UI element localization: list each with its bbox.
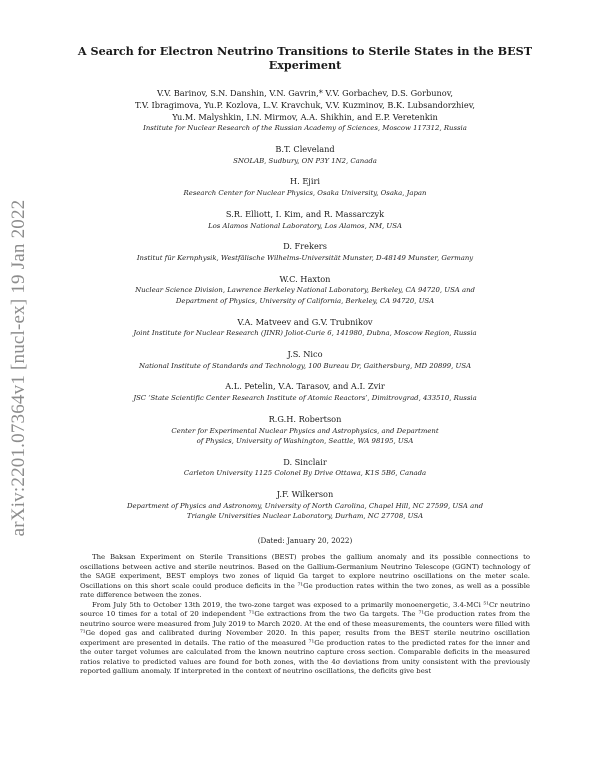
author-group <box>60 349 550 371</box>
affiliation: Institute for Nuclear Research of the Russian Academy of Sciences, Moscow 117312, Russia <box>143 124 467 133</box>
abstract-paragraph: From July 5th to October 13th 2019, the two-zone target was exposed to a primarily monoenergetic, 3.4-MCi ⁵¹Cr neutrino source 10 times for a total of 20 independent ⁷¹Ge extractions from the two Ga targets. The ⁷¹Ge production rates from the neutrino source were measured from July 2019 to March 2020. At the end of these measurements, the counters were filled with ⁷¹Ge doped gas and calibrated during November 2020. In this paper, results from the BEST sterile neutrino oscillation experiment are presented in details. The ratio of the measured ⁷¹Ge production rates to the predicted rates for the inner and the outer target volumes are calculated from the known neutrino capture cross section. Comparable deficits in the measured ratios relative to predicted values are found for both zones, with the 4σ deviations from unity consistent with the previously reported gallium anomaly. If interpreted in the context of neutrino oscillations, the deficits give best <box>80 600 530 676</box>
group-spacer <box>60 339 550 349</box>
abstract-paragraph: The Baksan Experiment on Sterile Transitions (BEST) probes the gallium anomaly and its possible connections to oscillations between active and sterile neutrinos. Based on the Gallium-Germanium Neutrino Telescope (GGNT) technology of the SAGE experiment, BEST employs two zones of liquid Ga target to explore neutrino oscillations on the meter scale. Oscillations on this short scale could produce deficits in the ⁷¹Ge production rates within the two zones, as well as a possible rate difference between the zones. <box>80 553 530 600</box>
author-group <box>60 457 550 479</box>
author-names: D. Frekers <box>283 241 327 252</box>
author-names: V.V. Barinov, S.N. Danshin, V.N. Gavrin,* V.V. Gorbachev, D.S. Gorbunov, <box>157 88 453 98</box>
author-names: W.C. Haxton <box>279 273 331 284</box>
author-names: H. Ejiri <box>289 176 320 187</box>
affiliation: Triangle Universities Nuclear Laboratory, Durham, NC 27708, USA <box>186 512 424 521</box>
author-names: D. Sinclair <box>283 456 327 467</box>
author-group <box>60 414 550 447</box>
author-names: J.F. Wilkerson <box>276 489 334 500</box>
author-names: R.G.H. Robertson <box>268 413 342 424</box>
author-names: Yu.M. Malyshkin, I.N. Mirmov, A.A. Shikhin, and E.P. Veretenkin <box>172 111 438 122</box>
arxiv-watermark <box>6 168 32 568</box>
group-spacer <box>60 166 550 176</box>
author-group <box>60 209 550 231</box>
group-spacer <box>60 264 550 274</box>
author-group <box>60 274 550 307</box>
author-group <box>60 381 550 403</box>
affiliation: of Physics, University of Washington, Seattle, WA 98195, USA <box>196 437 414 446</box>
group-spacer <box>60 447 550 457</box>
group-spacer <box>60 199 550 209</box>
author-names: T.V. Ibragimova, Yu.P. Kozlova, L.V. Kravchuk, V.V. Kuzminov, B.K. Lubsandorzhiev, <box>134 99 476 110</box>
author-names: A.L. Petelin, V.A. Tarasov, and A.I. Zvir <box>225 381 385 392</box>
affiliation: National Institute of Standards and Technology, 100 Bureau Dr, Gaithersburg, MD 20899, USA <box>138 361 472 370</box>
affiliation: Joint Institute for Nuclear Research (JINR) Joliot-Curie 6, 141980, Dubna, Moscow Region, Russia <box>133 329 477 338</box>
affiliation: Department of Physics, University of California, Berkeley, CA 94720, USA <box>175 296 435 305</box>
date-line: (Dated: January 20, 2022) <box>257 536 353 546</box>
author-names: B.T. Cleveland <box>275 143 335 154</box>
affiliation: Research Center for Nuclear Physics, Osaka University, Osaka, Japan <box>183 189 427 198</box>
arxiv-id-text: arXiv:2201.07364v1 [nucl-ex] 19 Jan 2022 <box>8 199 29 537</box>
author-group <box>60 144 550 166</box>
affiliation: SNOLAB, Sudbury, ON P3Y 1N2, Canada <box>233 156 377 165</box>
author-names: S.R. Elliott, I. Kim, and R. Massarczyk <box>225 208 385 219</box>
group-spacer <box>60 307 550 317</box>
author-list <box>60 88 550 522</box>
author-names: V.A. Matveev and G.V. Trubnikov <box>237 316 373 327</box>
affiliation: Department of Physics and Astronomy, University of North Carolina, Chapel Hill, NC 27599, USA and <box>126 501 484 510</box>
affiliation: Institut für Kernphysik, Westfälische Wilhelms-Universität Munster, D-48149 Munster, Germany <box>136 253 474 262</box>
abstract <box>80 553 530 677</box>
group-spacer <box>60 231 550 241</box>
affiliation: Carleton University 1125 Colonel By Drive Ottawa, K1S 5B6, Canada <box>183 469 427 478</box>
paper-title: A Search for Electron Neutrino Transitions to Sterile States in the BEST Experiment <box>77 44 533 72</box>
group-spacer <box>60 404 550 414</box>
affiliation: Nuclear Science Division, Lawrence Berkeley National Laboratory, Berkeley, CA 94720, USA and <box>135 286 475 295</box>
affiliation: Los Alamos National Laboratory, Los Alamos, NM, USA <box>208 221 402 230</box>
author-group <box>60 317 550 339</box>
affiliation: Center for Experimental Nuclear Physics and Astrophysics, and Department <box>171 426 439 435</box>
group-spacer <box>60 479 550 489</box>
group-spacer <box>60 371 550 381</box>
author-names: J.S. Nico <box>287 348 323 359</box>
author-group <box>60 241 550 263</box>
affiliation: JSC ‘State Scientific Center Research Institute of Atomic Reactors’, Dimitrovgrad, 433510, Russia <box>133 394 477 403</box>
group-spacer <box>60 134 550 144</box>
author-group <box>60 88 550 134</box>
author-group <box>60 489 550 522</box>
author-group <box>60 176 550 198</box>
paper-page <box>60 44 550 677</box>
